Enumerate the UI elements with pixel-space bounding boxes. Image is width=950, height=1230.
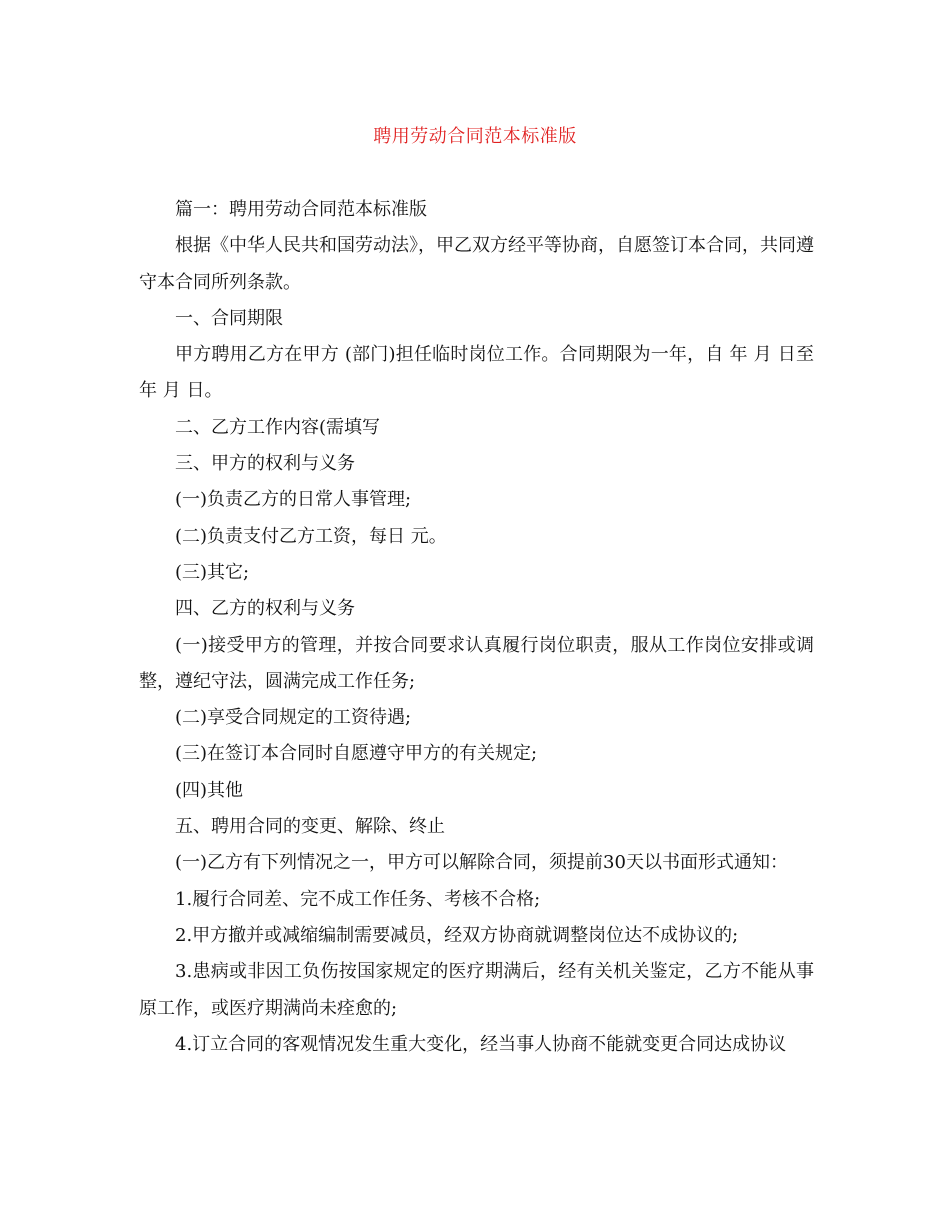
list-item: 1.履行合同差、完不成工作任务、考核不合格; bbox=[175, 888, 541, 910]
document-body bbox=[139, 192, 814, 1063]
list-item: (一)接受甲方的管理，并按合同要求认真履行岗位职责，服从工作岗位安排或调整，遵纪守法，圆满完成工作任务; bbox=[139, 634, 814, 692]
section-heading: 四、乙方的权利与义务 bbox=[175, 598, 355, 620]
section-heading: 一、合同期限 bbox=[175, 307, 283, 329]
list-item: 2.甲方撤并或减缩编制需要减员，经双方协商就调整岗位达不成协议的; bbox=[175, 924, 739, 946]
list-item: (二)负责支付乙方工资，每日 元。 bbox=[175, 525, 447, 547]
list-item: (二)享受合同规定的工资待遇; bbox=[175, 707, 412, 729]
list-item: (一)乙方有下列情况之一，甲方可以解除合同，须提前30天以书面形式通知： bbox=[175, 852, 788, 874]
document-title: 聘用劳动合同范本标准版 bbox=[373, 126, 577, 147]
section-heading: 五、聘用合同的变更、解除、终止 bbox=[175, 816, 445, 838]
section-heading: 二、乙方工作内容(需填写 bbox=[175, 416, 381, 438]
section-heading: 篇一：聘用劳动合同范本标准版 bbox=[175, 199, 427, 220]
list-item: (三)在签订本合同时自愿遵守甲方的有关规定; bbox=[175, 743, 538, 765]
list-item: (三)其它; bbox=[175, 561, 250, 583]
list-item: 4.订立合同的客观情况发生重大变化，经当事人协商不能就变更合同达成协议 bbox=[175, 1033, 787, 1055]
list-item: (一)负责乙方的日常人事管理; bbox=[175, 489, 412, 511]
list-item: (四)其他 bbox=[175, 779, 244, 801]
paragraph: 甲方聘用乙方在甲方 (部门)担任临时岗位工作。合同期限为一年，自 年 月 日至 年 月 日。 bbox=[139, 344, 814, 402]
list-item: 3.患病或非因工负伤按国家规定的医疗期满后，经有关机关鉴定，乙方不能从事原工作，或医疗期满尚未痊愈的; bbox=[139, 961, 814, 1019]
section-heading: 三、甲方的权利与义务 bbox=[175, 453, 355, 475]
paragraph: 根据《中华人民共和国劳动法》，甲乙双方经平等协商，自愿签订本合同，共同遵守本合同所列条款。 bbox=[139, 235, 814, 293]
